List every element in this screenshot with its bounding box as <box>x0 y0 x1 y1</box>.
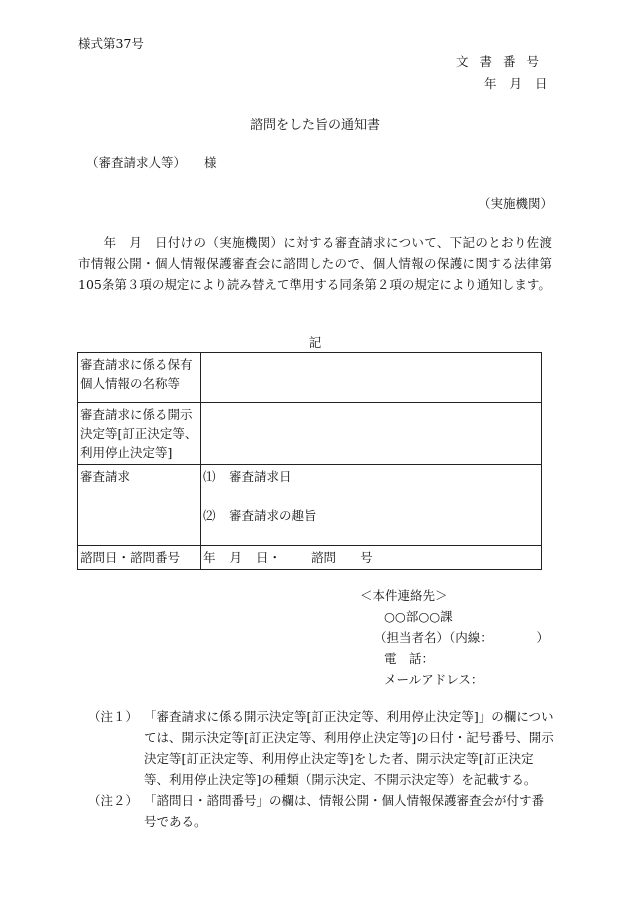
notes <box>88 706 554 832</box>
addressee <box>86 153 217 171</box>
table-row <box>78 403 542 465</box>
note-text: 「審査請求に係る開示決定等[訂正決定等、利用停止決定等]」の欄については、開示決定等[訂正決定等、利用停止決定等]の日付・記号番号、開示決定等[訂正決定等、利用停止決定等]をした者、開示決定等[訂正決定等、利用停止決定等]の種類（開示決定、不開示決定等）を記載する。 <box>144 709 554 787</box>
page-title: 諮問をした旨の通知書 <box>249 118 380 133</box>
table-value-cell[interactable] <box>201 465 542 546</box>
ki-heading: 記 <box>308 335 322 350</box>
form-number: 様式第37号 <box>78 36 144 51</box>
request-purpose-item <box>203 506 539 525</box>
date-part: 諮問 <box>311 550 337 565</box>
sender-organization: （実施機関） <box>478 196 554 211</box>
note-mark: （注２） <box>88 793 139 808</box>
table-value-cell[interactable] <box>201 403 542 465</box>
contact-person: （担当者名）（内線： ） <box>374 630 550 645</box>
body-paragraph: 年 月 日付けの（実施機関）に対する審査請求について、下記のとおり佐渡市情報公開・個人情報保護審査会に諮問したので、個人情報の保護に関する法律第105条第３項の規定により読み替えて準用する同条第２項の規定により通知します。 <box>78 235 552 292</box>
table-row <box>78 546 542 570</box>
addressee-honorific: 様 <box>204 155 217 170</box>
table-label-cell: 審査請求 <box>78 465 201 546</box>
date-part: 月 <box>229 550 243 565</box>
contact-heading: ＜本件連絡先＞ <box>360 588 448 603</box>
document-number-label: 文書番号 <box>456 54 551 69</box>
date-part: 日・ <box>256 550 282 565</box>
details-table <box>77 352 542 570</box>
item-number: ⑵ <box>203 508 216 523</box>
request-date-item <box>203 467 539 486</box>
contact-block <box>360 585 549 690</box>
table-label-cell: 審査請求に係る保有個人情報の名称等 <box>78 353 201 403</box>
note-item <box>88 706 554 790</box>
item-text: 審査請求の趣旨 <box>229 508 317 523</box>
table-row <box>78 465 542 546</box>
note-item <box>88 790 554 832</box>
item-number: ⑴ <box>203 469 216 484</box>
table-value-cell[interactable] <box>201 546 542 570</box>
contact-phone: 電 話： <box>384 651 435 666</box>
body-text <box>78 232 552 295</box>
table-label-cell: 諮問日・諮問番号 <box>78 546 201 570</box>
addressee-name: （審査請求人等） <box>86 155 187 170</box>
table-row <box>78 353 542 403</box>
contact-email: メールアドレス： <box>384 672 484 687</box>
note-text: 「諮問日・諮問番号」の欄は、情報公開・個人情報保護審査会が付す番号である。 <box>144 793 545 829</box>
table-label-cell: 審査請求に係る開示決定等[訂正決定等、利用停止決定等] <box>78 403 201 465</box>
item-text: 審査請求日 <box>229 469 292 484</box>
table-value-cell[interactable] <box>201 353 542 403</box>
note-mark: （注１） <box>88 709 139 724</box>
date-part: 号 <box>360 550 373 565</box>
date-part: 年 <box>203 550 216 565</box>
document-date-label: 年月日 <box>484 76 561 91</box>
contact-department: ○○部○○課 <box>384 609 453 624</box>
